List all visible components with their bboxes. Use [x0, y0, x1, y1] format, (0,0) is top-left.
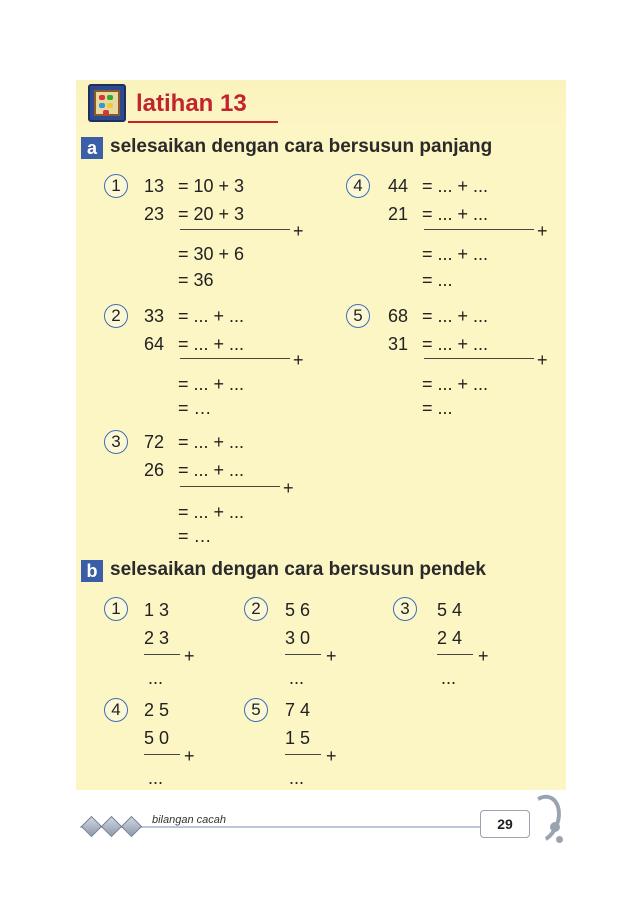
addend-bottom: 23	[144, 204, 165, 224]
sum-rule	[424, 358, 534, 359]
problem-number: 2	[104, 304, 128, 328]
sum-result: = ...	[422, 398, 453, 418]
sum-rule	[144, 754, 180, 755]
sum-expansion: = ... + ...	[178, 374, 245, 394]
addend-bottom: 5 0	[144, 728, 170, 748]
problem-number: 5	[346, 304, 370, 328]
page-number: 29	[480, 810, 530, 838]
expansion-top: = ... + ...	[422, 306, 489, 326]
section-b-heading: selesaikan dengan cara bersusun pendek	[110, 559, 486, 580]
sum-rule	[180, 358, 290, 359]
plus-sign: +	[326, 746, 337, 766]
problem-number: 3	[104, 430, 128, 454]
sum-rule	[437, 654, 473, 655]
problem-number: 4	[104, 698, 128, 722]
addend-bottom: 31	[388, 334, 409, 354]
sum-result: = …	[178, 526, 212, 546]
section-b-badge: b	[81, 560, 103, 582]
sum-result: ...	[289, 668, 305, 688]
title-underline	[128, 121, 278, 123]
abacus-icon	[88, 84, 126, 122]
addend-top: 7 4	[285, 700, 311, 720]
expansion-bottom: = ... + ...	[178, 460, 245, 480]
addend-top: 44	[388, 176, 409, 196]
addend-bottom: 26	[144, 460, 165, 480]
addend-top: 68	[388, 306, 409, 326]
plus-sign: +	[283, 478, 294, 498]
sum-result: = …	[178, 398, 212, 418]
addend-top: 5 4	[437, 600, 463, 620]
abacus-bead	[99, 95, 105, 100]
sum-result: ...	[441, 668, 457, 688]
plus-sign: +	[184, 746, 195, 766]
page-title: latihan 13	[136, 90, 247, 117]
addend-top: 72	[144, 432, 165, 452]
footer-rule	[80, 826, 510, 828]
plus-sign: +	[326, 646, 337, 666]
expansion-top: = ... + ...	[422, 176, 489, 196]
sum-expansion: = ... + ...	[422, 374, 489, 394]
sum-rule	[424, 229, 534, 230]
sum-rule	[144, 654, 180, 655]
expansion-top: = ... + ...	[178, 432, 245, 452]
plus-sign: +	[293, 350, 304, 370]
diamond-ornament-icon	[81, 816, 102, 837]
sum-expansion: = ... + ...	[422, 244, 489, 264]
section-a-heading: selesaikan dengan cara bersusun panjang	[110, 136, 493, 157]
addend-bottom: 2 4	[437, 628, 463, 648]
problem-number: 3	[393, 597, 417, 621]
plus-sign: +	[537, 350, 548, 370]
sum-rule	[285, 754, 321, 755]
sum-result: = ...	[422, 270, 453, 290]
expansion-bottom: = ... + ...	[422, 334, 489, 354]
abacus-bead	[103, 110, 109, 115]
addend-bottom: 3 0	[285, 628, 311, 648]
addend-bottom: 1 5	[285, 728, 311, 748]
addend-top: 33	[144, 306, 165, 326]
addend-top: 5 6	[285, 600, 311, 620]
addend-top: 13	[144, 176, 165, 196]
addend-bottom: 2 3	[144, 628, 170, 648]
sum-result: = 36	[178, 270, 214, 290]
sum-rule	[180, 486, 280, 487]
addend-bottom: 21	[388, 204, 409, 224]
abacus-bead	[107, 103, 113, 108]
abacus-bead	[107, 95, 113, 100]
swirl-dot-icon	[550, 822, 560, 832]
sum-expansion: = ... + ...	[178, 502, 245, 522]
problem-number: 1	[104, 597, 128, 621]
expansion-bottom: = ... + ...	[422, 204, 489, 224]
problem-number: 2	[244, 597, 268, 621]
expansion-bottom: = ... + ...	[178, 334, 245, 354]
diamond-ornament-icon	[101, 816, 122, 837]
problem-number: 1	[104, 174, 128, 198]
swirl-dot-icon	[556, 836, 563, 843]
plus-sign: +	[478, 646, 489, 666]
sum-result: ...	[289, 768, 305, 788]
sum-rule	[180, 229, 290, 230]
plus-sign: +	[293, 221, 304, 241]
sum-result: ...	[148, 768, 164, 788]
abacus-bead	[99, 103, 105, 108]
plus-sign: +	[184, 646, 195, 666]
addend-top: 1 3	[144, 600, 170, 620]
addend-bottom: 64	[144, 334, 165, 354]
expansion-bottom: = 20 + 3	[178, 204, 245, 224]
sum-expansion: = 30 + 6	[178, 244, 245, 264]
problem-number: 4	[346, 174, 370, 198]
plus-sign: +	[537, 221, 548, 241]
chapter-label: bilangan cacah	[152, 814, 227, 826]
section-a-badge: a	[81, 137, 103, 159]
sum-result: ...	[148, 668, 164, 688]
expansion-top: = ... + ...	[178, 306, 245, 326]
addend-top: 2 5	[144, 700, 170, 720]
diamond-ornament-icon	[121, 816, 142, 837]
sum-rule	[285, 654, 321, 655]
problem-number: 5	[244, 698, 268, 722]
expansion-top: = 10 + 3	[178, 176, 245, 196]
